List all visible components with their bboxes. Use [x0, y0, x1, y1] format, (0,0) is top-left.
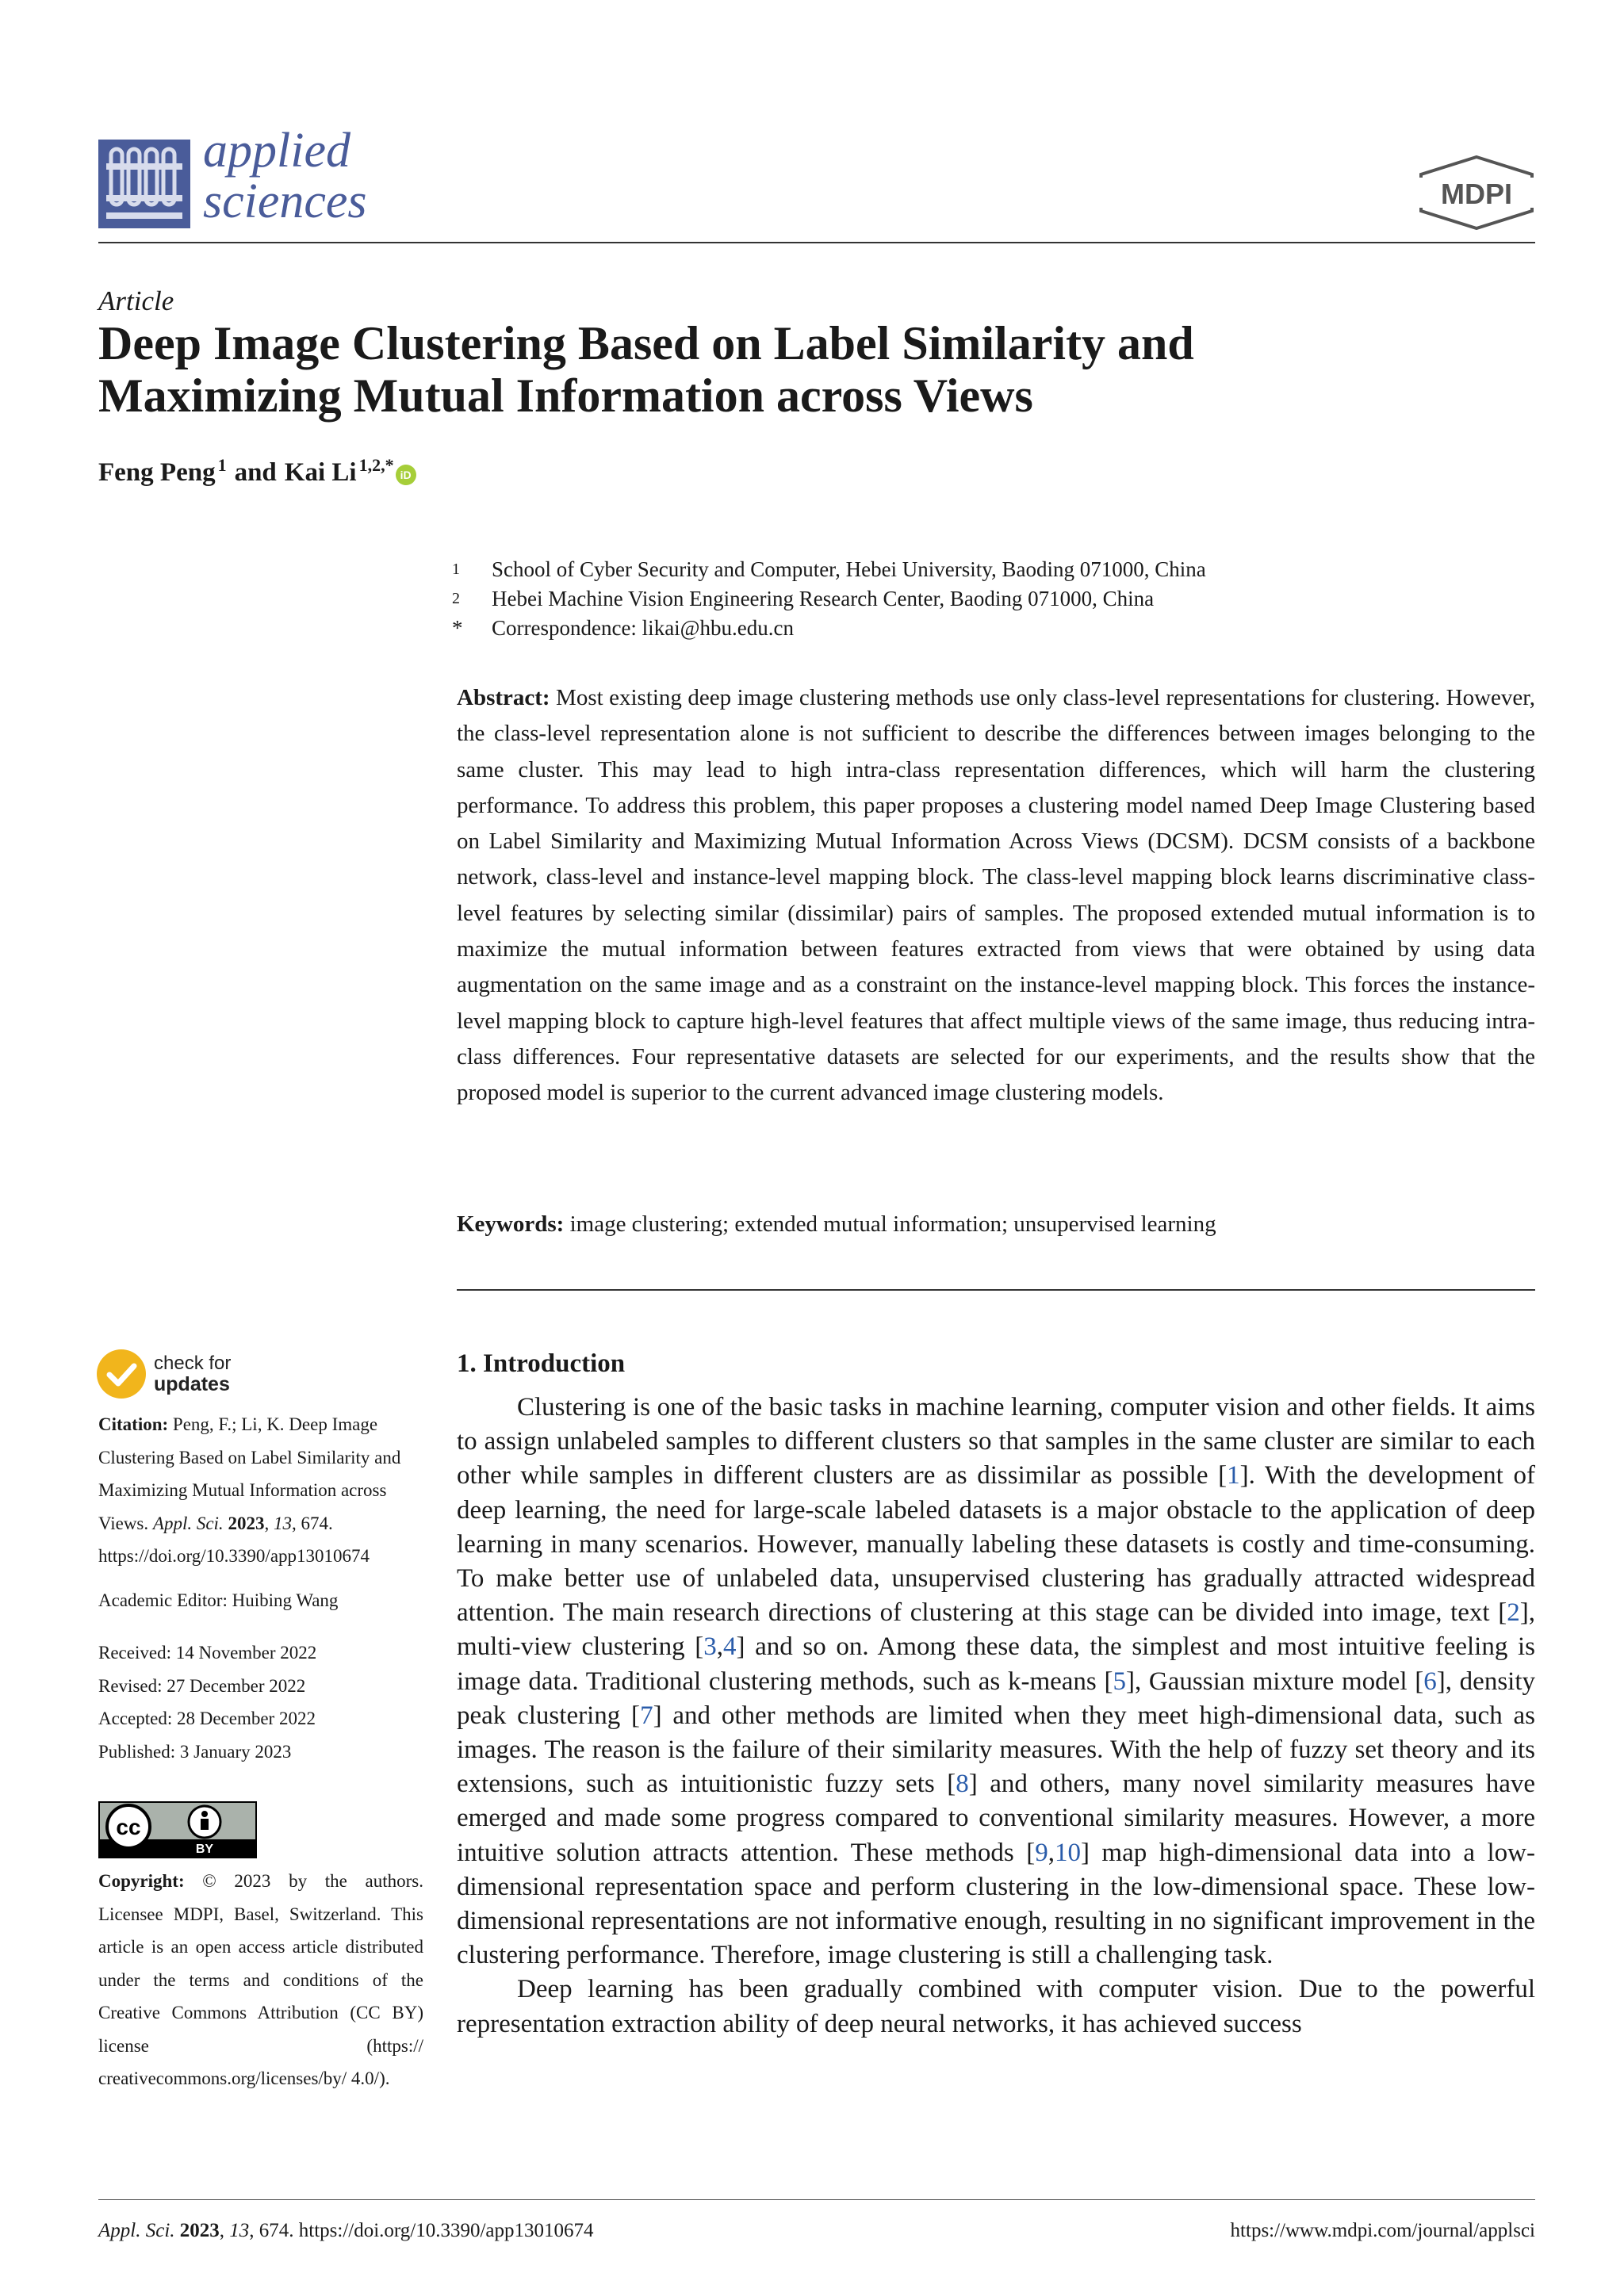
text-run: ] and other methods are limited when they meet high-dimensional data, such as images. The reason is the failure of their similarity measures. With the help of fuzzy set theory and its extensions, such as intuitionistic fuzzy sets [ [457, 1701, 1536, 1799]
paragraph [457, 1391, 1535, 1973]
footer-journal-url[interactable]: https://www.mdpi.com/journal/applsci [1230, 2220, 1535, 2241]
header-divider [98, 242, 1535, 243]
publisher-logo-text: MDPI [1441, 178, 1512, 210]
footer-citation: Appl. Sci. 2023, 13, 674. https://doi.org/10.3390/app13010674 [98, 2220, 594, 2241]
mdpi-hexagon-logo [1418, 155, 1535, 230]
reference-link[interactable]: 9 [1035, 1838, 1048, 1867]
article-title [98, 317, 1535, 422]
check-line1: check for [154, 1353, 232, 1374]
affiliation-row [452, 584, 1206, 614]
author-name[interactable]: Feng Peng [98, 458, 216, 487]
text-run: ] map high-dimensional data into a low-dimensional representation space and perform clustering in the low-dimensional space. These low-dimensional representations are not informative enough, resulting in no significant improvement in the clustering performance. Therefore, image clustering is still a challenging task. [457, 1838, 1535, 1970]
abstract-label: Abstract: [457, 685, 550, 710]
author-affiliation-mark: 1,2,* [358, 455, 394, 475]
affiliation-mark: 2 [452, 590, 460, 607]
reference-link[interactable]: 6 [1423, 1667, 1437, 1696]
citation-doi[interactable]: , 674. https://doi.org/10.3390/app13010674 [98, 1513, 370, 1566]
affiliation-row [452, 614, 1206, 643]
author-list [98, 455, 416, 488]
keywords-label: Keywords: [457, 1211, 565, 1237]
reference-link[interactable]: 2 [1507, 1598, 1520, 1628]
affiliation-text: School of Cyber Security and Computer, Hebei University, Baoding 071000, China [492, 557, 1206, 581]
text-run: Clustering is one of the basic tasks in machine learning, computer vision and other fields. It aims to assign unlabeled samples to different clusters so that samples in the same cluster are similar to each other while samples in different clusters are as dissimilar as possible [ [457, 1393, 1535, 1490]
copyright-text: © 2023 by the authors. Licensee MDPI, Basel, Switzerland. This article is an open access article distributed under the terms and conditions of the Creative Commons Attribution (CC BY) license (https:// creativecommons.org/licenses/by/ 4.0/). [98, 1871, 423, 2088]
citation-volume: 13 [273, 1513, 292, 1533]
academic-editor: Academic Editor: Huibing Wang [98, 1590, 339, 1610]
text-run: , [716, 1632, 723, 1662]
title-line2: Maximizing Mutual Information across Views [98, 369, 1033, 422]
keywords-divider [457, 1289, 1535, 1291]
text-run: , [1048, 1838, 1055, 1867]
author-name[interactable]: Kai Li [284, 458, 357, 487]
citation-text: Peng, F.; Li, K. Deep Image Clustering Based on Label Similarity and Maximizing Mutual Information across Views. [98, 1414, 401, 1533]
check-for-updates-badge[interactable] [97, 1349, 231, 1399]
abstract-text: Most existing deep image clustering methods use only class-level representations for clustering. However, the class-level representation alone is not sufficient to describe the differences between images belonging to the same cluster. This may lead to high intra-class representation differences, which will harm the clustering performance. To address this problem, this paper proposes a clustering model named Deep Image Clustering based on Label Similarity and Maximizing Mutual Information Across Views (DCSM). DCSM consists of a backbone network, class-level and instance-level mapping block. The class-level mapping block learns discriminative class-level features by selecting similar (dissimilar) pairs of samples. The proposed extended mutual information is to maximize the mutual information between features extracted from views that were obtained by using data augmentation on the same image and as a constraint on the instance-level mapping block. This forces the instance-level mapping block to capture high-level features that affect multiple views of the same image, thus reducing intra-class differences. Four representative datasets are selected for our experiments, and the results show that the proposed model is superior to the current advanced image clustering models. [457, 685, 1535, 1106]
text-run: ], Gaussian mixture model [ [1125, 1667, 1424, 1696]
text-run: ], density peak clustering [ [457, 1667, 1535, 1730]
orcid-icon[interactable]: iD [396, 465, 416, 485]
journal-name-line1: applied [203, 124, 350, 178]
revised-date: Revised: 27 December 2022 [98, 1675, 306, 1696]
journal-name [203, 125, 367, 227]
abstract [457, 680, 1535, 1112]
check-line2: updates [154, 1373, 230, 1395]
footer-journal: Appl. Sci. [98, 2220, 175, 2241]
introduction-body [457, 1391, 1535, 2042]
accepted-date: Accepted: 28 December 2022 [98, 1709, 316, 1728]
text-run: ] and others, many novel similarity measures have emerged and made some progress compared to conventional similarity measures. However, a more intuitive solution attracts attention. These methods [ [457, 1770, 1536, 1867]
title-line1: Deep Image Clustering Based on Label Similarity and [98, 317, 1194, 369]
affiliation-row [452, 555, 1206, 584]
keywords-text: image clustering; extended mutual information; unsupervised learning [569, 1211, 1216, 1237]
footer-volume: 13 [229, 2220, 250, 2241]
checkmark-icon [97, 1349, 146, 1399]
affiliation-mark: * [452, 616, 463, 640]
publication-dates [98, 1636, 423, 1768]
cc-label: BY [195, 1843, 214, 1856]
reference-link[interactable]: 1 [1227, 1461, 1240, 1490]
affiliation-text: Hebei Machine Vision Engineering Research Center, Baoding 071000, China [492, 587, 1155, 610]
text-run: ]. With the development of deep learning, the need for large-scale labeled datasets is a major obstacle to the application of deep learning in many scenarios. However, manually labeling these datasets is costly and time-consuming. To make better use of unlabeled data, unsupervised clustering has gradually attracted widespread attention. The main research directions of clustering at this stage can be divided into image, text [ [457, 1461, 1535, 1628]
svg-text:cc: cc [116, 1815, 141, 1839]
text-run: ], multi-view clustering [ [457, 1598, 1535, 1662]
article-type: Article [98, 285, 174, 316]
footer-divider [98, 2199, 1535, 2200]
citation-journal: Appl. Sci. [152, 1513, 224, 1533]
published-date: Published: 3 January 2023 [98, 1741, 292, 1762]
cc-by-license-icon[interactable] [98, 1801, 257, 1858]
text-run: ] and so on. Among these data, the simplest and most intuitive feeling is image data. Traditional clustering methods, such as k-means [ [457, 1632, 1535, 1696]
received-date: Received: 14 November 2022 [98, 1643, 317, 1663]
journal-name-line2: sciences [203, 174, 367, 228]
author-connector: and [234, 458, 277, 487]
affiliations [452, 555, 1206, 643]
test-tube-rack-icon [98, 140, 190, 228]
reference-link[interactable]: 4 [722, 1632, 737, 1662]
footer-doi[interactable]: , 674. https://doi.org/10.3390/app13010674 [249, 2220, 594, 2241]
affiliation-mark: 1 [452, 561, 460, 578]
author-affiliation-mark: 1 [217, 455, 227, 475]
citation-block: Citation: Peng, F.; Li, K. Deep Image Clustering Based on Label Similarity and Maximizing Mutual Information across Views. Appl. Sci. 2023, 13, 674. https://doi.org/10.3390/app13010674 [98, 1414, 401, 1566]
reference-link[interactable]: 10 [1054, 1838, 1081, 1867]
reference-link[interactable]: 3 [703, 1632, 717, 1662]
journal-logo [98, 140, 190, 228]
citation-label: Citation: [98, 1414, 169, 1434]
citation-year: 2023 [228, 1513, 265, 1533]
paragraph: Deep learning has been gradually combined with computer vision. Due to the powerful representation extraction ability of deep neural networks, it has achieved success [457, 1975, 1535, 2038]
footer-year: 2023 [179, 2220, 220, 2241]
reference-link[interactable]: 8 [956, 1770, 969, 1799]
check-for-updates-text [154, 1353, 231, 1395]
reference-link[interactable]: 7 [640, 1701, 653, 1730]
keywords [457, 1211, 1535, 1238]
section-heading: 1. Introduction [457, 1349, 626, 1378]
correspondence-text[interactable]: Correspondence: likai@hbu.edu.cn [492, 616, 795, 640]
copyright-label: Copyright: [98, 1871, 185, 1891]
reference-link[interactable]: 5 [1113, 1667, 1126, 1696]
copyright-block [98, 1865, 423, 2095]
